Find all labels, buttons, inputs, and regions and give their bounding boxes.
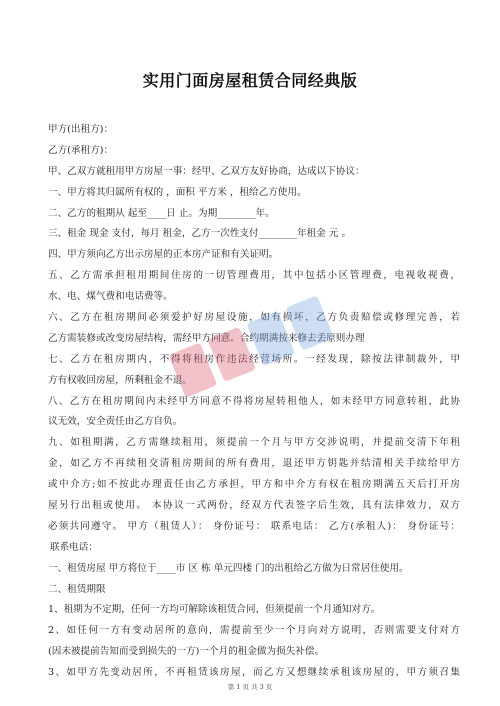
contract-line: 金，如乙方不再续租交清租房期间的所有费用，退还甲方钥匙并结清相关手续给甲方 (48, 458, 460, 470)
contract-line: (因未被提前告知而受到损失的一方)一个月的租金做为损失补偿。 (48, 646, 325, 658)
contract-line: 三、租金 现金 支付，每月 租金，乙方一次性支付________年租金 元 。 (48, 228, 352, 240)
contract-line: 2、如任何一方有变动居所的意向，需提前至少一个月向对方说明，否则需要支付对方 (48, 625, 460, 637)
contract-line: 乙方(承租方)： (48, 144, 114, 156)
contract-line: 甲方(出租方)： (48, 124, 114, 135)
contract-line: 九、如租期满，乙方需继续租用，须提前一个月与甲方交涉说明，并提前交清下年租 (48, 437, 460, 449)
contract-line: 甲、乙双方就租用甲方房屋一事：经甲、乙双方友好协商，达成以下协议： (48, 165, 365, 177)
contract-line: 1、租期为不定期，任何一方均可解除该租赁合同，但须提前一个月通知对方。 (48, 604, 381, 616)
contract-line: 或中介方;如不按此办理责任由乙方承担，甲方和中介方有权在租房期满五天后打开房 (48, 479, 460, 491)
contract-line: 二、租赁期限 (48, 583, 106, 595)
page-footer: 第 1 页 共 3 页 (227, 683, 273, 691)
contract-line: 一、甲方将其归属所有权的 ，面积 平方米 ，租给乙方使用。 (48, 186, 307, 198)
contract-line: 联系电话： (50, 541, 98, 553)
contract-line: 方有权收回房屋，所剩租金不退。 (48, 374, 192, 386)
contract-line: 水、电、煤气费和电话费等。 (48, 291, 173, 303)
contract-line: 七、乙方在租房期内，不得将租房作违法经营场所。一经发现，除按法律制裁外，甲 (48, 353, 460, 365)
contract-line: 乙方需装修或改变房屋结构，需经甲方同意。合约期满按来修去丢原则办理 (48, 332, 365, 344)
contract-line: 议无效，安全责任由乙方自负。 (48, 416, 183, 428)
contract-line: 四、甲方须向乙方出示房屋的正本房产证和有关证明。 (48, 249, 279, 261)
contract-line: 八、乙方在租房期间内未经甲方同意不得将房屋转租他人，如未经甲方同意转租，此协 (48, 395, 460, 407)
contract-line: 必须共同遵守。 甲方（租赁人）： 身份证号： 联系电话： 乙方(承租人)： 身份证号： (48, 520, 460, 532)
document-title: 实用门面房屋租赁合同经典版 (142, 71, 358, 90)
contract-line: 六、乙方在租房期间必须爱护好房屋设施，如有损坏，乙方负责赔偿或修理完善，若 (48, 312, 460, 324)
contract-line: 3、如甲方先变动居所，不再租赁该房屋，而乙方又想继续承租该房屋的，甲方须召集 (48, 667, 460, 679)
contract-line: 二、乙方的租期从 起至____日 止。为期________年。 (48, 207, 275, 219)
contract-line: 屋另行出租或使用。 本协议一式两份，经双方代表签字后生效，具有法律效力，双方 (48, 500, 460, 512)
contract-line: 一、租赁房屋 甲方将位于____市 区 栋 单元四楼 门的出租给乙方做为日常居住使用。 (48, 562, 409, 574)
contract-body (48, 120, 460, 684)
contract-line: 五、乙方需承担租用期间住房的一切管理费用，其中包括小区管理费，电视收视费， (48, 270, 460, 282)
